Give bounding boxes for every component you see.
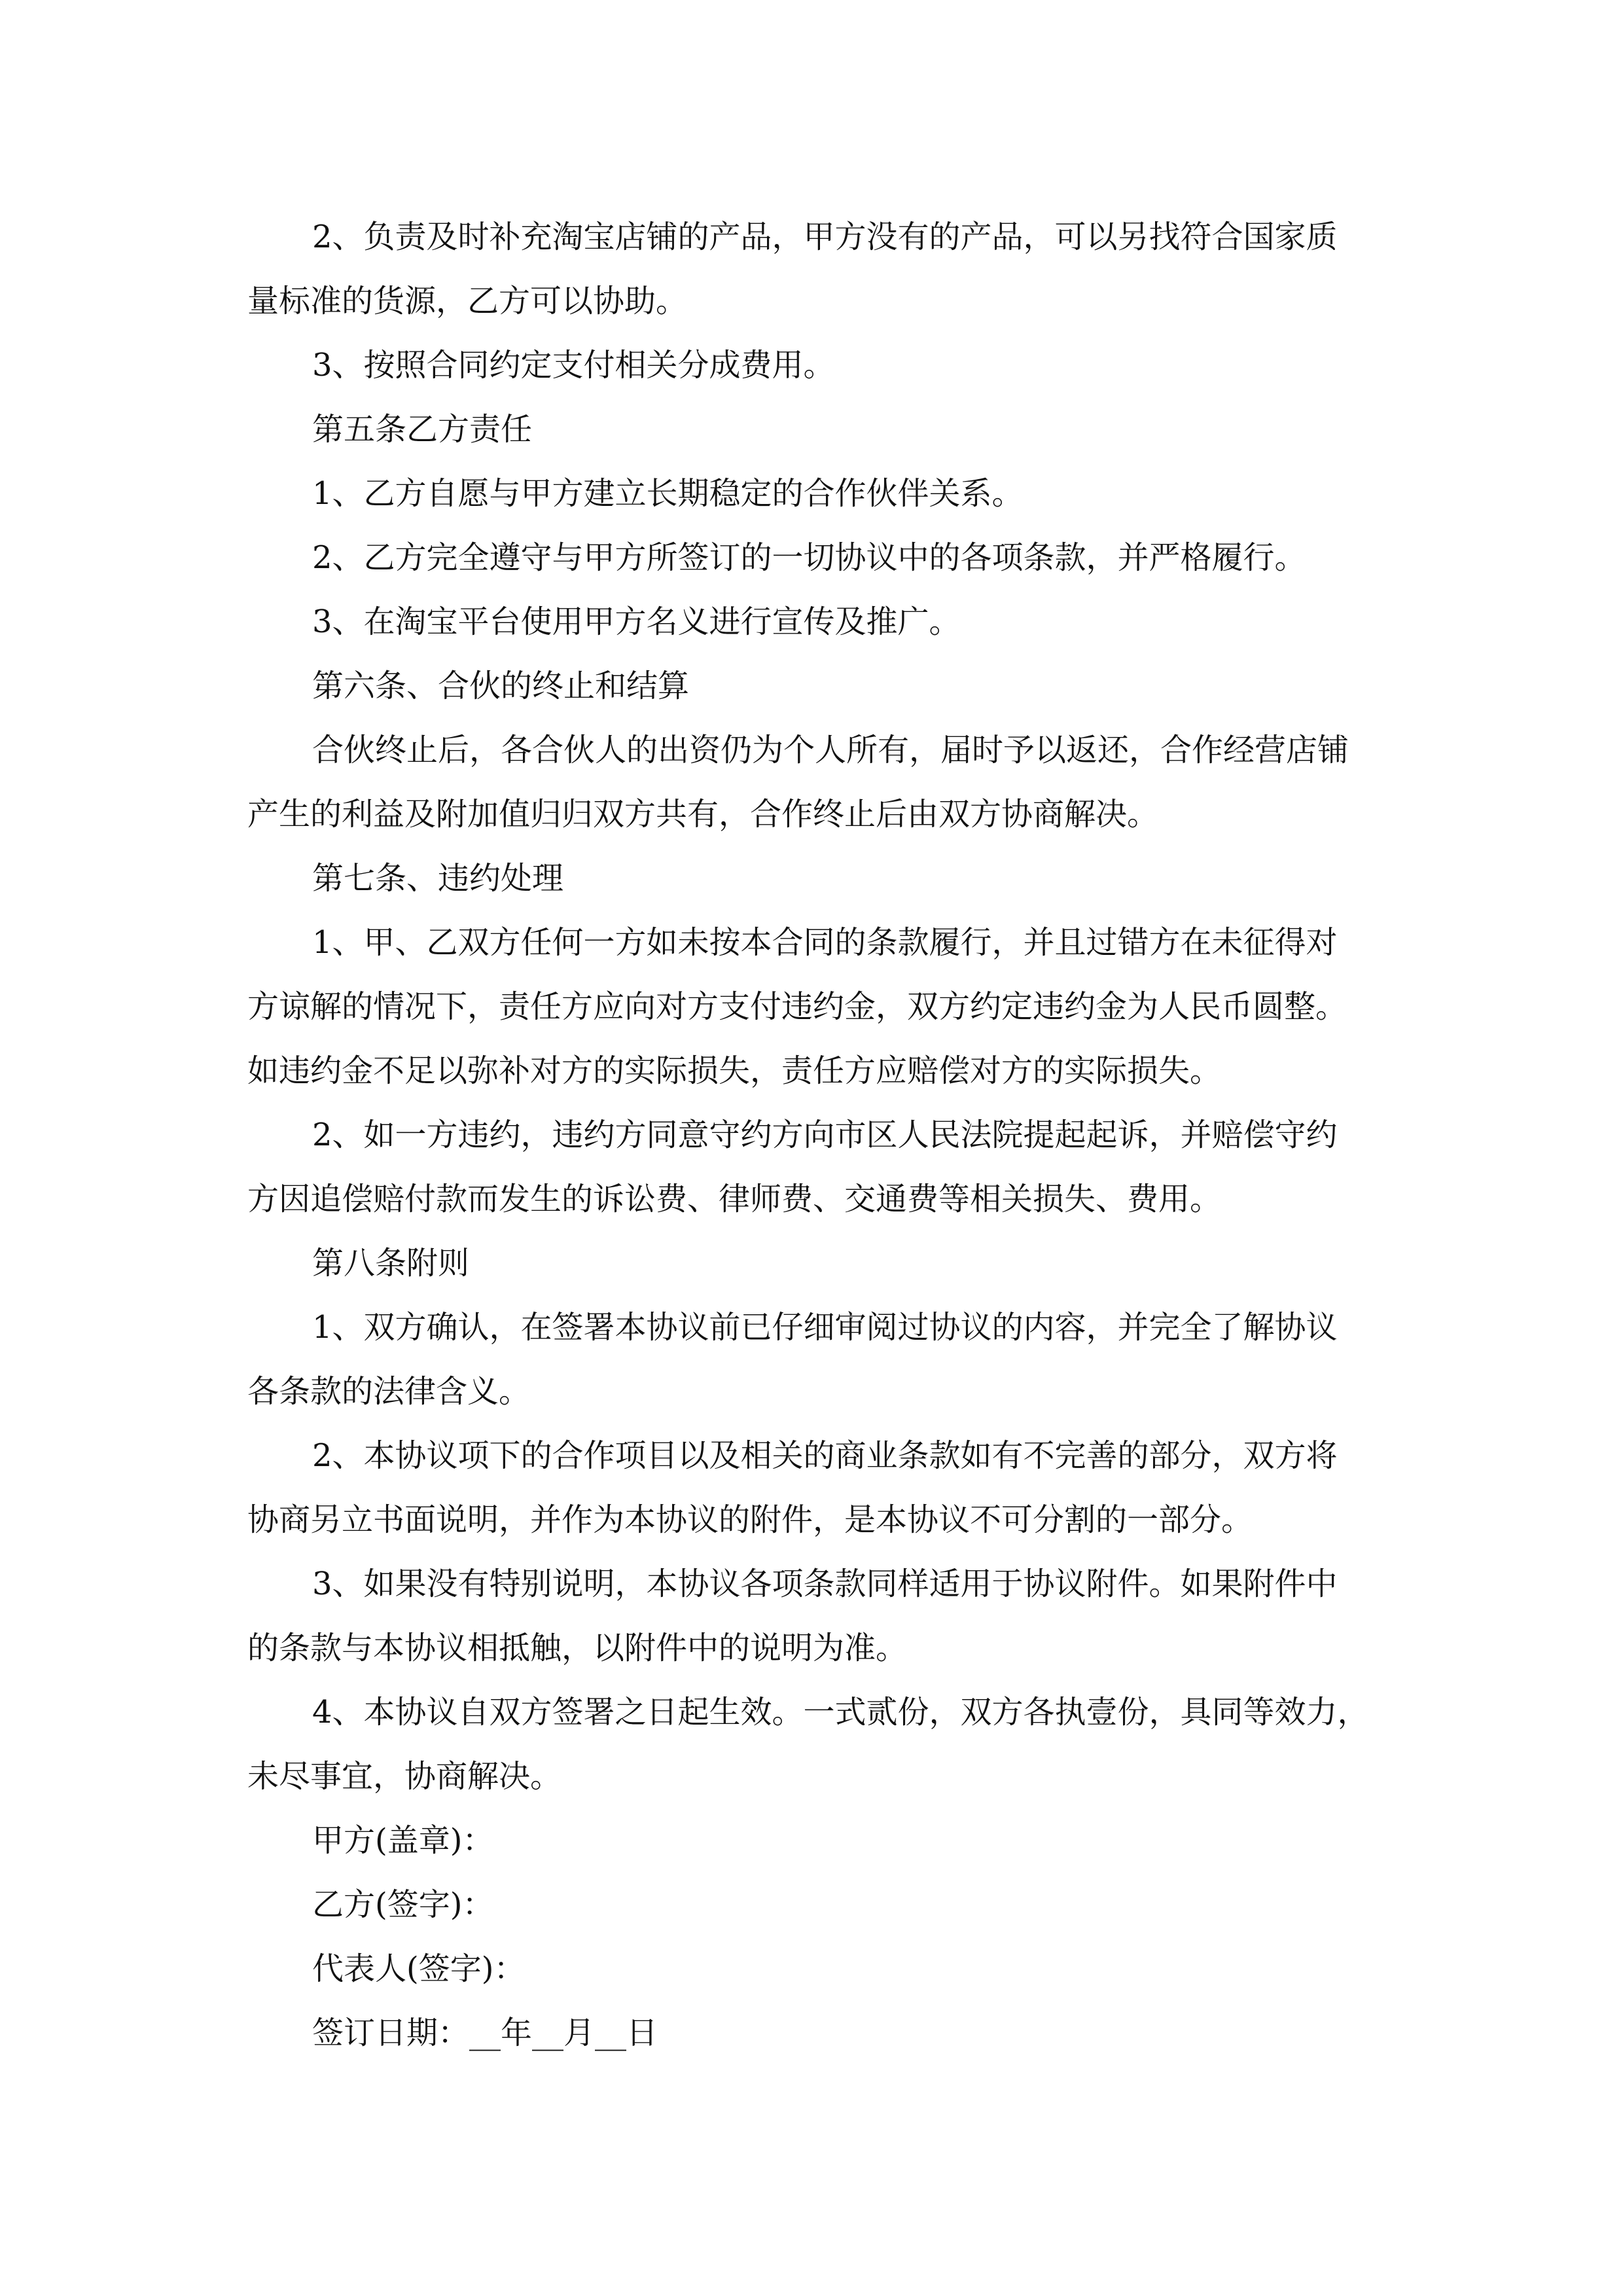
text-line: 第七条、违约处理 (312, 860, 564, 897)
text-line: 第八条附则 (312, 1245, 470, 1282)
text-line: 乙方(签字)： (312, 1886, 494, 1923)
signing-date (247, 2001, 1383, 2065)
text-line: 量标准的货源，乙方可以协助。 (247, 283, 688, 319)
text-line: 的条款与本协议相抵触，以附件中的说明为准。 (247, 1630, 908, 1666)
text-line: 1、双方确认，在签署本协议前已仔细审阅过协议的内容，并完全了解协议 (312, 1309, 1338, 1346)
text-line: 2、乙方完全遵守与甲方所签订的一切协议中的各项条款，并严格履行。 (312, 539, 1306, 576)
section-heading (247, 654, 1383, 718)
paragraph (247, 1424, 1383, 1552)
text-line: 1、甲、乙双方任何一方如未按本合同的条款履行，并且过错方在未征得对 (312, 924, 1338, 961)
section-heading (247, 846, 1383, 910)
text-line: 3、如果没有特别说明，本协议各项条款同样适用于协议附件。如果附件中 (312, 1566, 1338, 1602)
text-line: 甲方(盖章)： (312, 1822, 494, 1859)
signature-representative (247, 1937, 1383, 2001)
text-line: 签订日期：__年__月__日 (312, 2015, 658, 2051)
section-heading (247, 397, 1383, 461)
text-line: 未尽事宜，协商解决。 (247, 1758, 562, 1795)
text-line: 第六条、合伙的终止和结算 (312, 668, 690, 704)
text-line: 方谅解的情况下，责任方应向对方支付违约金，双方约定违约金为人民币圆整。 (247, 988, 1347, 1025)
paragraph (247, 333, 1383, 397)
document-page (247, 205, 1383, 2065)
paragraph (247, 1103, 1383, 1231)
text-line: 3、按照合同约定支付相关分成费用。 (312, 347, 835, 384)
text-line: 产生的利益及附加值归归双方共有，合作终止后由双方协商解决。 (247, 796, 1159, 833)
signature-party-b (247, 1873, 1383, 1937)
paragraph (247, 205, 1383, 333)
text-line: 2、本协议项下的合作项目以及相关的商业条款如有不完善的部分，双方将 (312, 1437, 1338, 1474)
text-line: 第五条乙方责任 (312, 411, 533, 448)
paragraph (247, 910, 1383, 1103)
section-heading (247, 1231, 1383, 1295)
text-line: 2、负责及时补充淘宝店铺的产品，甲方没有的产品，可以另找符合国家质 (312, 219, 1338, 255)
text-line: 协商另立书面说明，并作为本协议的附件，是本协议不可分割的一部分。 (247, 1501, 1253, 1538)
paragraph (247, 461, 1383, 526)
text-line: 2、如一方违约，违约方同意守约方向市区人民法院提起起诉，并赔偿守约 (312, 1117, 1338, 1153)
text-line: 如违约金不足以弥补对方的实际损失，责任方应赔偿对方的实际损失。 (247, 1052, 1222, 1089)
text-line: 4、本协议自双方签署之日起生效。一式贰份，双方各执壹份，具同等效力， (312, 1694, 1369, 1731)
text-line: 各条款的法律含义。 (247, 1373, 531, 1410)
paragraph (247, 1552, 1383, 1680)
paragraph (247, 1680, 1383, 1808)
text-line: 合伙终止后，各合伙人的出资仍为个人所有，届时予以返还，合作经营店铺 (312, 732, 1349, 768)
paragraph (247, 590, 1383, 654)
paragraph (247, 1295, 1383, 1424)
text-line: 1、乙方自愿与甲方建立长期稳定的合作伙伴关系。 (312, 475, 1024, 512)
signature-party-a (247, 1808, 1383, 1873)
paragraph (247, 718, 1383, 846)
paragraph (247, 526, 1383, 590)
text-line: 代表人(签字)： (312, 1950, 526, 1987)
text-line: 方因追偿赔付款而发生的诉讼费、律师费、交通费等相关损失、费用。 (247, 1181, 1222, 1217)
text-line: 3、在淘宝平台使用甲方名义进行宣传及推广。 (312, 603, 961, 640)
